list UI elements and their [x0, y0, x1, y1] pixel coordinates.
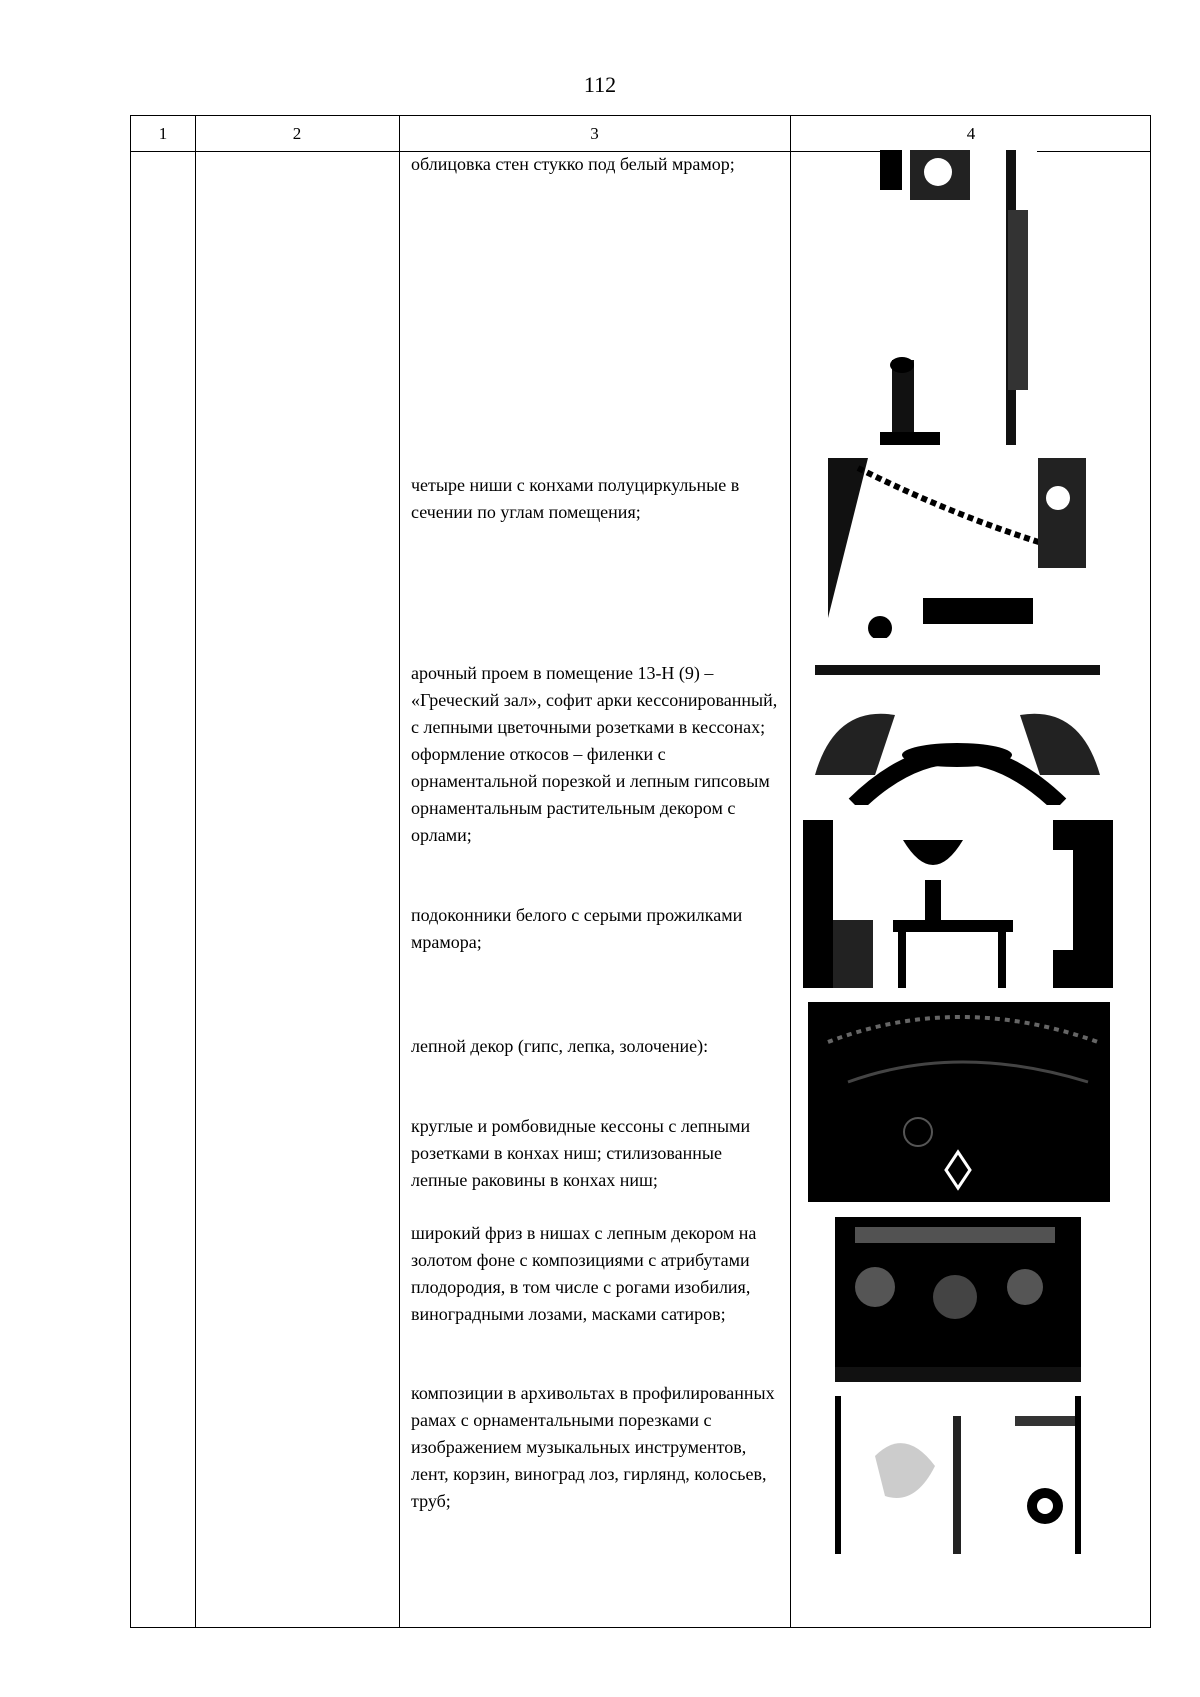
entry-corner-niches: четыре ниши с конхами полуциркульные в сечении по углам помещения; — [411, 475, 740, 522]
column-divider — [195, 116, 196, 1627]
photo-molded-decor — [808, 1002, 1110, 1202]
photo-archivolt — [835, 1396, 1081, 1554]
photo-arch-opening — [815, 665, 1100, 805]
column-header-3: 3 — [590, 124, 599, 143]
entry-molded-decor: лепной декор (гипс, лепка, золочение): — [411, 1036, 709, 1056]
column-header-2: 2 — [292, 124, 302, 143]
column-divider — [790, 116, 791, 1627]
entry-windowsills: подоконники белого с серыми прожилками мрамора; — [411, 905, 743, 952]
entry-archivolt: композиции в архивольтах в профилированных рамах с орнаментальными порезками с изображением музыкальных инструментов, лент, корзин, виноград лоз, гирлянд, колосьев, труб; — [411, 1383, 775, 1511]
entry-frieze: широкий фриз в нишах с лепным декором на золотом фоне с композициями с атрибутами плодородия, в том числе с рогами изобилия, виноградными лозами, масками сатиров; — [411, 1223, 757, 1324]
page-number: 112 — [583, 72, 617, 97]
entry-wall-facing: облицовка стен стукко под белый мрамор; — [411, 154, 735, 174]
column-header-1: 1 — [158, 124, 168, 143]
photo-frieze — [835, 1217, 1081, 1382]
entry-arch-opening: арочный проем в помещение 13-Н (9) – «Греческий зал», софит арки кессонированный, с лепными цветочными розетками в кессонах; оформление откосов – филенки с орнаментальной порезкой и лепным гипсовым орнаментальным растительным декором с орлами; — [411, 663, 778, 845]
photo-wall-stucco — [880, 150, 1037, 445]
entry-coffers: круглые и ромбовидные кессоны с лепными розетками в конхах ниш; стилизованные лепные раковины в конхах ниш; — [411, 1116, 751, 1190]
column-header-4: 4 — [966, 124, 976, 143]
photo-windowsill-vase — [803, 820, 1113, 988]
column-divider — [399, 116, 400, 1627]
photo-corner-niches — [828, 458, 1086, 654]
